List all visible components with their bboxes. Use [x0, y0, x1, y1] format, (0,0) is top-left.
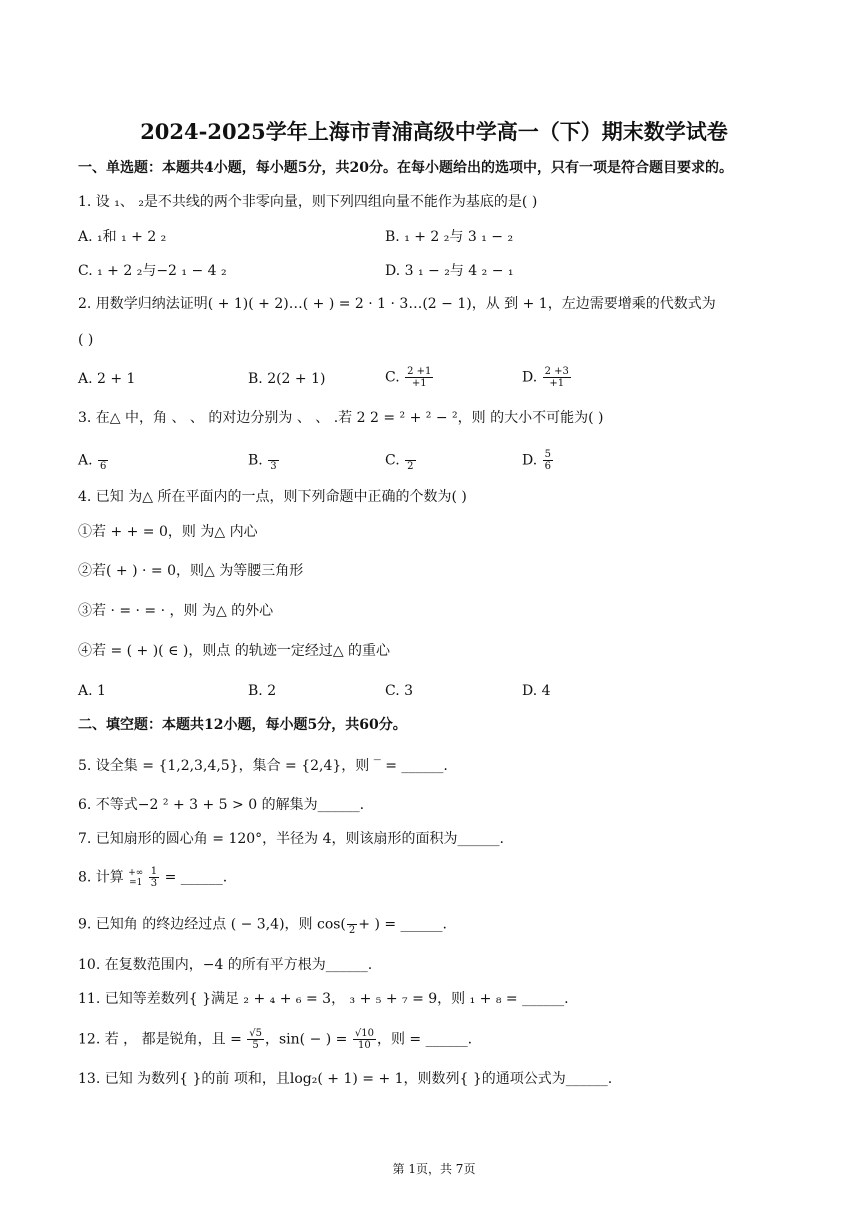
- question-3-option-a: A. 6: [78, 449, 109, 472]
- question-4-statement-1: ①若 + + = 0，则 为△ 内心: [78, 524, 258, 540]
- fraction: $\frac{2 +3}{+1}$: [544, 366, 569, 389]
- fraction: $\frac{2 +1}{+1}$: [407, 366, 432, 389]
- question-4-statement-4: ④若 = ( + )( ∈ )，则点 的轨迹一定经过△ 的重心: [78, 643, 391, 659]
- question-5: 5. 设全集 = {1,2,3,4,5}，集合 = {2,4}，则 ‾ = ______.: [78, 758, 448, 774]
- summation-limits: +∞ =1: [128, 867, 144, 888]
- question-13: 13. 已知 为数列{ }的前 项和，且log₂( + 1) = + 1，则数列{ }的通项公式为______.: [78, 1071, 613, 1087]
- question-4-statement-2: ②若( + ) · = 0，则△ 为等腰三角形: [78, 563, 304, 579]
- page-title: 2024-2025学年上海市青浦高级中学高一（下）期末数学试卷: [140, 119, 728, 144]
- question-1-option-b: B. ₁ + 2 ₂与 3 ₁ − ₂: [385, 229, 514, 245]
- page-footer: 第 1页，共 7页: [392, 1162, 476, 1176]
- question-6: 6. 不等式−2 ² + 3 + 5 > 0 的解集为______.: [78, 797, 365, 813]
- question-2-option-c: C. $\frac{2 +1}{+1}$: [385, 366, 432, 389]
- question-10: 10. 在复数范围内，−4 的所有平方根为______.: [78, 957, 373, 973]
- fraction: 3: [268, 449, 278, 472]
- fraction: $\frac{5}{6}$: [544, 449, 552, 472]
- question-3-option-d: D. $\frac{5}{6}$: [522, 449, 552, 472]
- question-8: 8. 计算 +∞ =1 $\frac{1}{3}$ = ______.: [78, 866, 228, 889]
- question-3-stem: 3. 在△ 中，角 、 、 的对边分别为 、 、 .若 2 2 = ² + ² − ²，则 的大小不可能为( ): [78, 410, 604, 426]
- fraction: 2: [405, 449, 415, 472]
- question-1-option-d: D. 3 ₁ − ₂与 4 ₂ − ₁: [385, 263, 514, 279]
- question-3-option-c: C. 2: [385, 449, 417, 472]
- question-2-option-b: B. 2(2 + 1): [248, 371, 326, 387]
- fraction: 2: [347, 913, 357, 936]
- question-3-option-b: B. 3: [248, 449, 280, 472]
- question-4-option-b: B. 2: [248, 683, 277, 699]
- question-11: 11. 已知等差数列{ }满足 ₂ + ₄ + ₆ = 3， ₃ + ₅ + ₇ = 9，则 ₁ + ₈ = ______.: [78, 991, 569, 1007]
- question-4-statement-3: ③若 · = · = · ，则 为△ 的外心: [78, 603, 274, 619]
- question-4-option-d: D. 4: [522, 683, 551, 699]
- question-12: 12. 若 ， 都是锐角，且 = $\frac{√5}{5}$ ，sin( − ) = $\frac{√10}{10}$ ，则 = ______.: [78, 1028, 473, 1051]
- section-heading-fill-in: 二、填空题：本题共12小题，每小题5分，共60分。: [78, 717, 407, 733]
- fraction: $\frac{1}{3}$: [150, 866, 158, 889]
- question-7: 7. 已知扇形的圆心角 = 120°，半径为 4，则该扇形的面积为______.: [78, 831, 504, 847]
- question-4-option-a: A. 1: [78, 683, 106, 699]
- question-1-option-c: C. ₁ + 2 ₂与−2 ₁ − 4 ₂: [78, 263, 227, 279]
- question-9: 9. 已知角 的终边经过点 ( − 3,4)，则 cos( 2 + ) = ______.: [78, 913, 447, 936]
- question-2-option-a: A. 2 + 1: [78, 371, 136, 387]
- question-1-stem: 1. 设 ₁、 ₂是不共线的两个非零向量，则下列四组向量不能作为基底的是( ): [78, 194, 538, 210]
- question-2-stem: 2. 用数学归纳法证明( + 1)( + 2)…( + ) = 2 · 1 · 3…(2 − 1)，从 到 + 1，左边需要增乘的代数式为: [78, 296, 716, 312]
- question-2-option-d: D. $\frac{2 +3}{+1}$: [522, 366, 569, 389]
- question-1-option-a: A. ₁和 ₁ + 2 ₂: [78, 229, 167, 245]
- question-4-option-c: C. 3: [385, 683, 414, 699]
- fraction: $\frac{√10}{10}$: [354, 1028, 374, 1051]
- section-heading-single-choice: 一、单选题：本题共4小题，每小题5分，共20分。在每小题给出的选项中，只有一项是符合题目要求的。: [78, 160, 733, 176]
- question-4-stem: 4. 已知 为△ 所在平面内的一点，则下列命题中正确的个数为( ): [78, 489, 467, 505]
- fraction: $\frac{√5}{5}$: [249, 1028, 262, 1051]
- question-2-stem-continued: ( ): [78, 332, 94, 348]
- fraction: 6: [98, 449, 108, 472]
